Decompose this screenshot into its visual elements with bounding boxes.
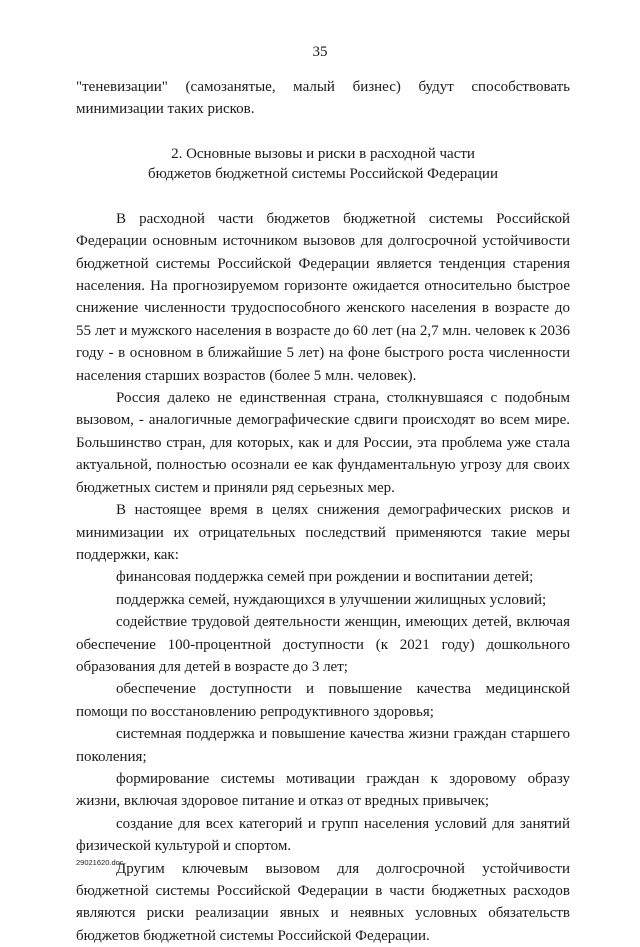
list-item-women-employment: содействие трудовой деятельности женщин, имеющих детей, включая обеспечение 100-процентной доступности (к 2021 году) дошкольного образования для детей в возрасте до 3 лет; <box>76 614 570 675</box>
list-item-elderly-support: системная поддержка и повышение качества жизни граждан старшего поколения; <box>76 726 570 765</box>
list-item-financial-support: финансовая поддержка семей при рождении и воспитании детей; <box>116 569 534 586</box>
intro-paragraph: "теневизации" (самозанятые, малый бизнес) будут способствовать минимизации таких рисков. <box>76 79 570 118</box>
document-body <box>76 76 570 947</box>
section-heading-line-1: 2. Основные вызовы и риски в расходной части <box>171 145 475 162</box>
section-heading-line-2: бюджетов бюджетной системы Российской Федерации <box>147 165 498 182</box>
list-item-sports: создание для всех категорий и групп населения условий для занятий физической культурой и спортом. <box>76 815 570 855</box>
paragraph-aging-population: В расходной части бюджетов бюджетной системы Российской Федерации основным источником вызовов для долгосрочной устойчивости бюджетной системы Российской Федерации является тенденция старения населения. На прогнозируемом горизонте ожидается относительно быстрое снижение численности трудоспособного женского населения в возрасте до 55 лет и мужского населения в возрасте до 60 лет (на 2,7 млн. человек к 2036 году - в основном в ближайшие 5 лет) на фоне быстрого роста численности населения старших возрастов (более 5 млн. человек). <box>76 210 570 384</box>
paragraph-contingent-liabilities: Другим ключевым вызовом для долгосрочной устойчивости бюджетной системы Российской Федерации в части бюджетных расходов являются риски реализации явных и неявных условных обязательств бюджетов бюджетной системы Российской Федерации. <box>76 860 570 944</box>
paragraph-support-measures-intro: В настоящее время в целях снижения демографических рисков и минимизации их отрицательных последствий применяются такие меры поддержки, как: <box>76 502 570 563</box>
section-heading <box>76 144 570 184</box>
list-item-healthy-lifestyle: формирование системы мотивации граждан к здоровому образу жизни, включая здоровое питание и отказ от вредных привычек; <box>76 770 570 810</box>
paragraph-global-challenge: Россия далеко не единственная страна, столкнувшаяся с подобным вызовом, - аналогичные демографические сдвиги происходят во всем мире. Большинство стран, для которых, как и для России, эта проблема уже стала актуальной, полностью осознали ее как фундаментальную угрозу для своих бюджетных систем и приняли ряд серьезных мер. <box>76 390 570 496</box>
list-item-housing-support: поддержка семей, нуждающихся в улучшении жилищных условий; <box>116 591 547 608</box>
page-number: 35 <box>312 44 328 60</box>
footer-filename: 29021620.doc <box>76 858 124 867</box>
list-item-medical-care: обеспечение доступности и повышение качества медицинской помощи по восстановлению репродуктивного здоровья; <box>76 681 570 720</box>
